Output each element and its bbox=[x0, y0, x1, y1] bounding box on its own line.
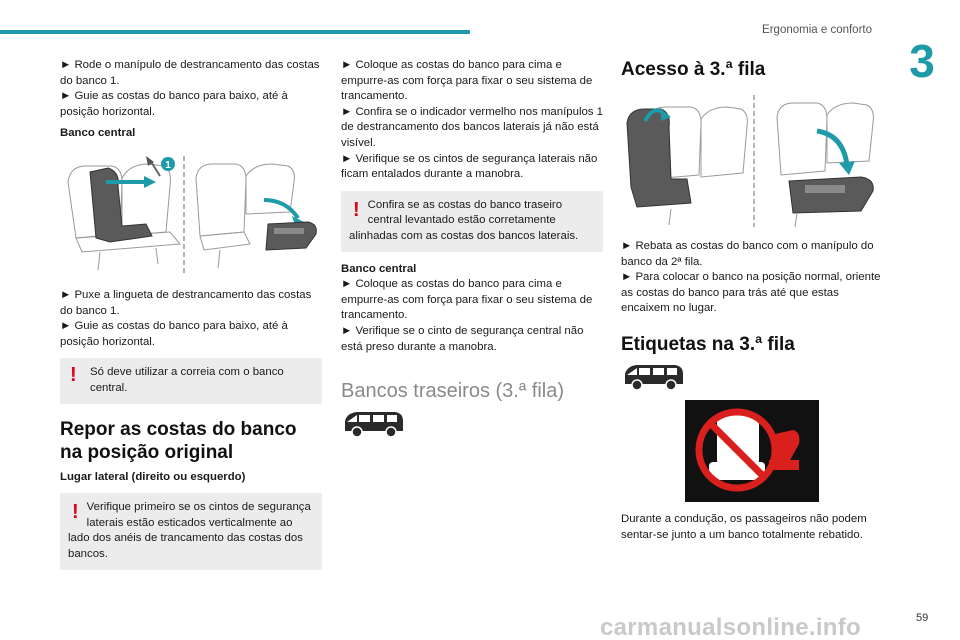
seat-restore-illustration bbox=[621, 91, 883, 231]
instruction: ► Para colocar o banco na posição normal, oriente as costas do banco para trás até que estas encaixem no lugar. bbox=[621, 271, 881, 315]
heading-access-3rd-row: Acesso à 3.ª fila bbox=[621, 59, 766, 80]
instruction: ► Guie as costas do banco para baixo, até à posição horizontal. bbox=[60, 320, 288, 348]
column-1 bbox=[60, 58, 322, 570]
instruction: ► Verifique se os cintos de segurança laterais não ficam entalados durante a manobra. bbox=[341, 152, 598, 181]
warning-box bbox=[60, 358, 322, 403]
subheading-central-seat: Banco central bbox=[341, 262, 417, 275]
column-3 bbox=[621, 58, 883, 543]
seat-fold-illustration bbox=[60, 152, 322, 280]
heading-restore-backrest: Repor as costas do banco na posição original bbox=[60, 418, 297, 463]
warning-text: Só deve utilizar a correia com o banco central. bbox=[90, 366, 284, 394]
heading-rear-seats-3rd-row: Bancos traseiros (3.ª fila) bbox=[341, 380, 565, 403]
warning-icon: ! bbox=[353, 198, 360, 221]
warning-box bbox=[341, 191, 603, 252]
van-icon bbox=[621, 362, 687, 392]
page-number: 59 bbox=[916, 612, 929, 624]
instruction: ► Verifique se o cinto de segurança central não está preso durante a manobra. bbox=[341, 324, 584, 353]
instruction: ► Rode o manípulo de destrancamento das costas do banco 1. bbox=[60, 59, 320, 87]
warning-icon: ! bbox=[72, 501, 79, 524]
instruction: ► Confira se o indicador vermelho nos manípulos 1 de destrancamento dos bancos laterais já não está visível. bbox=[341, 105, 604, 149]
header-accent-bar bbox=[0, 30, 470, 34]
warning-box bbox=[60, 493, 322, 569]
warning-icon: ! bbox=[70, 364, 77, 387]
instruction: ► Coloque as costas do banco para cima e empurre-as com força para fixar o seu sistema de trancamento. bbox=[341, 59, 593, 103]
instruction: ► Rebata as costas do banco com o manípulo do banco da 2ª fila. bbox=[621, 240, 874, 268]
column-2 bbox=[341, 58, 603, 439]
instruction: ► Puxe a lingueta de destrancamento das costas do banco 1. bbox=[60, 288, 312, 317]
heading-labels-3rd-row: Etiquetas na 3.ª fila bbox=[621, 333, 795, 355]
warning-text: Verifique primeiro se os cintos de segurança laterais estão esticados verticalmente ao lado dos anéis de trancamento das costas dos bancos. bbox=[68, 501, 311, 560]
chapter-number: 3 bbox=[909, 35, 935, 87]
subheading-central-seat: Banco central bbox=[60, 127, 136, 140]
van-icon bbox=[341, 409, 407, 439]
warning-text: Confira se as costas do banco traseiro central levantado estão corretamente alinhadas com as costas dos bancos laterais. bbox=[349, 198, 579, 242]
watermark: carmanualsonline.info bbox=[600, 614, 862, 640]
no-sitting-label-icon bbox=[685, 400, 819, 502]
subheading-side-seat: Lugar lateral (direito ou esquerdo) bbox=[60, 470, 246, 483]
instruction: ► Guie as costas do banco para baixo, até à posição horizontal. bbox=[60, 90, 288, 118]
instruction: ► Coloque as costas do banco para cima e empurre-as com força para fixar o seu sistema de trancamento. bbox=[341, 278, 593, 322]
callout-badge: 1 bbox=[165, 159, 171, 171]
section-title: Ergonomia e conforto bbox=[762, 24, 872, 36]
label-caption: Durante a condução, os passageiros não podem sentar-se junto a um banco totalmente rebatido. bbox=[621, 512, 867, 541]
